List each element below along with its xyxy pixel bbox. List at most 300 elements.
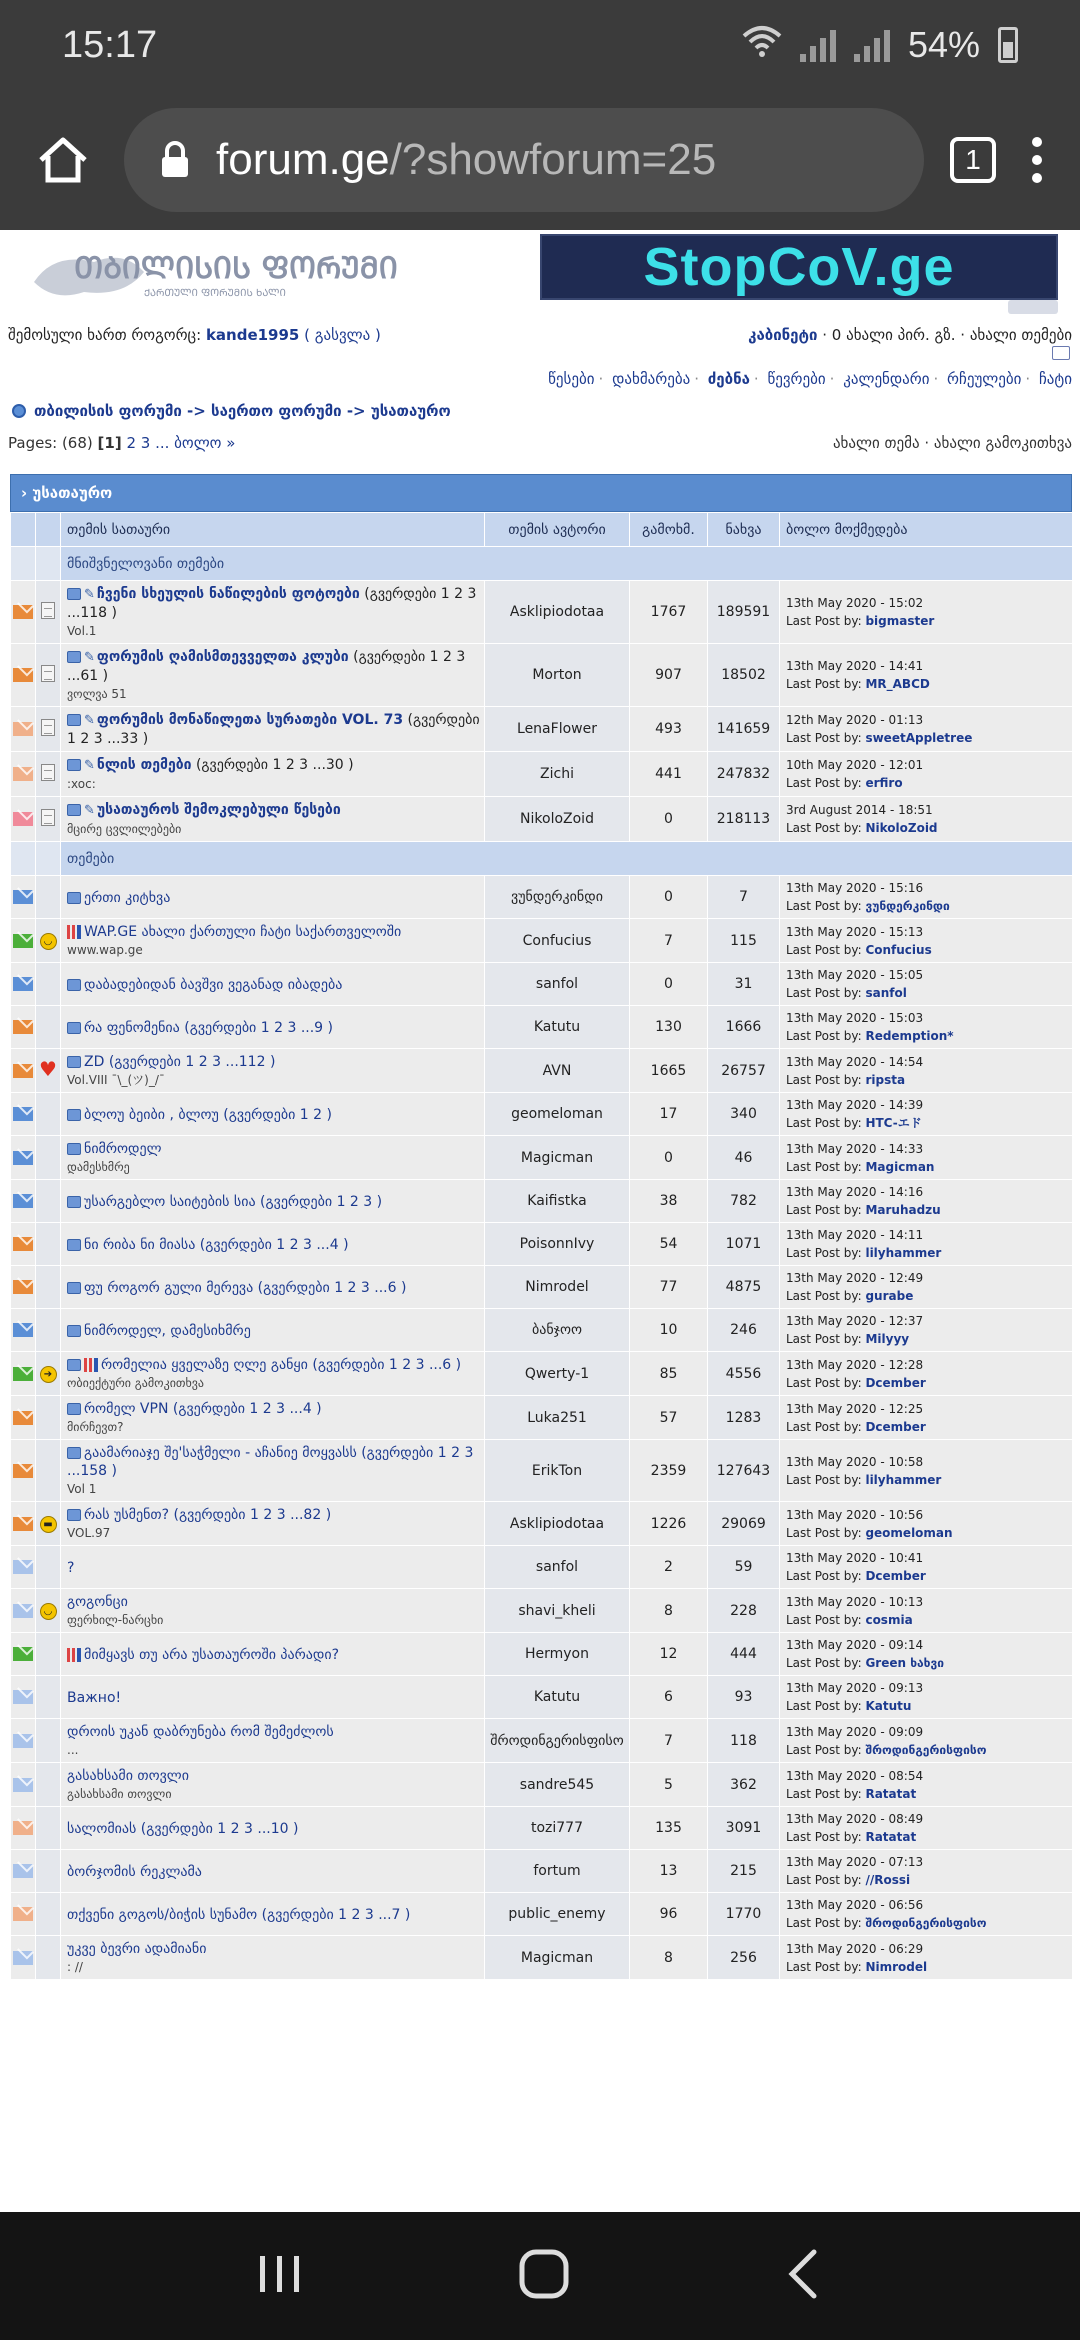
pin-icon: ✎ xyxy=(84,650,95,665)
envelope-icon xyxy=(13,812,33,826)
comment-icon[interactable] xyxy=(1052,346,1070,360)
envelope-icon xyxy=(13,1020,33,1034)
topic-author[interactable]: Katutu xyxy=(485,1676,630,1719)
topic-pages[interactable]: (გვერდები 1 2 3 ...30 ) xyxy=(195,757,354,773)
topic-views: 141659 xyxy=(708,707,780,752)
last-post-user[interactable]: lilyhammer xyxy=(865,1472,942,1487)
topic-author[interactable]: Nimrodel xyxy=(485,1266,630,1309)
topic-views: 1666 xyxy=(708,1006,780,1049)
topic-title-link[interactable]: ერთი კიტხვა xyxy=(84,889,171,906)
topic-views: 362 xyxy=(708,1763,780,1807)
topic-title-link[interactable]: გასახსამი თოვლი xyxy=(67,1768,189,1784)
last-post-user[interactable]: sanfol xyxy=(865,986,907,1000)
svg-text:ᲗᲑᲘᲚᲘᲡᲘᲡ ᲤᲝᲠᲣᲛᲘ: ᲗᲑᲘᲚᲘᲡᲘᲡ ᲤᲝᲠᲣᲛᲘ xyxy=(74,251,398,286)
last-post-label: Last Post by: xyxy=(786,1072,862,1087)
topic-title-link[interactable]: დაბადებიდან ბავშვი ვეგანად იბადება xyxy=(84,976,343,993)
table-row[interactable] xyxy=(11,752,1073,797)
topic-replies[interactable]: 7 xyxy=(630,1719,708,1763)
cabinet-link[interactable]: კაბინეტი xyxy=(748,326,818,344)
pin-icon: ✎ xyxy=(84,758,95,773)
envelope-icon xyxy=(13,1734,33,1748)
menu-icon[interactable] xyxy=(1022,137,1052,183)
topic-views: 444 xyxy=(708,1633,780,1676)
last-post-user[interactable]: HTC-エド xyxy=(865,1116,922,1130)
last-post-date[interactable]: 13th May 2020 - 08:54 xyxy=(786,1768,924,1783)
envelope-icon xyxy=(13,1107,33,1121)
last-post-user[interactable]: Dcember xyxy=(865,1419,926,1434)
last-post-date[interactable]: 13th May 2020 - 10:13 xyxy=(786,1594,924,1609)
topic-author[interactable]: public_enemy xyxy=(485,1893,630,1936)
topic-views: 59 xyxy=(708,1546,780,1589)
topic-views: 46 xyxy=(708,1136,780,1180)
table-row[interactable] xyxy=(11,707,1073,752)
table-row[interactable] xyxy=(11,1850,1073,1893)
message-icon xyxy=(67,1056,81,1068)
topic-title-link[interactable]: ბლოუ ბეიბი , ბლოუ (გვერდები 1 2 ) xyxy=(84,1106,332,1123)
table-row[interactable] xyxy=(11,876,1073,919)
table-row[interactable] xyxy=(11,1006,1073,1049)
last-post-date[interactable]: 10th May 2020 - 12:01 xyxy=(786,758,924,772)
topic-title-link[interactable]: Важно! xyxy=(67,1689,122,1706)
last-post-date[interactable]: 13th May 2020 - 14:54 xyxy=(786,1054,924,1069)
envelope-icon xyxy=(13,1194,33,1208)
topic-title-link[interactable]: ბორჯომის რეკლამა xyxy=(67,1863,202,1880)
topic-author[interactable]: sanfol xyxy=(485,1546,630,1589)
stopcov-banner-ad[interactable]: StopCoV.ge xyxy=(540,234,1058,300)
user-links-rest[interactable]: · 0 ახალი პირ. გზ. · ახალი თემები xyxy=(822,326,1072,344)
topic-title-link[interactable]: უსარგებლო საიტების სია (გვერდები 1 2 3 ) xyxy=(84,1193,383,1210)
topic-replies[interactable]: 907 xyxy=(630,644,708,707)
last-post-label: Last Post by: xyxy=(786,1116,862,1130)
last-post-user[interactable]: erfiro xyxy=(865,776,903,790)
table-row[interactable] xyxy=(11,1049,1073,1093)
last-post-date[interactable]: 13th May 2020 - 09:13 xyxy=(786,1681,924,1695)
last-post-user[interactable]: Redemption* xyxy=(865,1029,954,1043)
table-row[interactable] xyxy=(11,1546,1073,1589)
last-post-label: Last Post by: xyxy=(786,1029,862,1043)
last-post-date[interactable]: 13th May 2020 - 10:41 xyxy=(786,1551,924,1565)
table-row[interactable] xyxy=(11,963,1073,1006)
pin-icon: ✎ xyxy=(84,713,95,728)
home-button-icon[interactable] xyxy=(516,2246,572,2306)
last-post-user[interactable]: sweetAppletree xyxy=(865,731,973,745)
topic-title-link[interactable]: რომელია ყველაზე ღლე განყი (გვერდები 1 2 3 ...6 ) xyxy=(101,1357,462,1373)
topic-author[interactable]: AVN xyxy=(485,1049,630,1093)
last-post-user[interactable]: Ratatat xyxy=(865,1830,917,1844)
topic-replies[interactable]: 1226 xyxy=(630,1502,708,1546)
last-post-date[interactable]: 13th May 2020 - 15:02 xyxy=(786,596,924,610)
topic-replies[interactable]: 12 xyxy=(630,1633,708,1676)
message-icon xyxy=(67,651,81,663)
last-post-label: Last Post by: xyxy=(786,1916,862,1930)
last-post-user[interactable]: Milyyy xyxy=(865,1332,910,1346)
message-icon xyxy=(67,892,81,904)
web-page xyxy=(0,230,1080,2230)
topic-title-link[interactable]: ZD (გვერდები 1 2 3 ...112 ) xyxy=(84,1054,276,1070)
last-post-user[interactable]: Confucius xyxy=(865,942,932,957)
login-info: შემოსული ხართ როგორც: kande1995 ( გასვლა ) xyxy=(8,326,381,344)
topic-pages[interactable]: (გვერდები 1 2 3 ...61 ) xyxy=(67,649,466,684)
topic-views: 7 xyxy=(708,876,780,919)
topic-title-link[interactable]: გაამარიაჯე შე'საჭმელი - აჩანიე მოყვასს (გვერდები 1 2 3 ...158 ) xyxy=(67,1445,474,1479)
table-row[interactable] xyxy=(11,1676,1073,1719)
topic-replies[interactable]: 2 xyxy=(630,1546,708,1589)
topic-views: 4556 xyxy=(708,1352,780,1396)
last-post-user[interactable]: NikoloZoid xyxy=(865,821,938,835)
topic-author[interactable]: LenaFlower xyxy=(485,707,630,752)
last-post-date[interactable]: 13th May 2020 - 08:49 xyxy=(786,1812,924,1826)
last-post-date[interactable]: 13th May 2020 - 09:14 xyxy=(786,1638,924,1652)
topic-author[interactable]: Asklipiodotaa xyxy=(485,1502,630,1546)
last-post-user[interactable]: geomeloman xyxy=(865,1525,953,1540)
poll-icon xyxy=(67,1648,81,1662)
topic-views: 215 xyxy=(708,1850,780,1893)
topic-replies[interactable]: 10 xyxy=(630,1309,708,1352)
topic-title-link[interactable]: თქვენი გოგოს/ბიჭის სუნამო (გვერდები 1 2 3 ...7 ) xyxy=(67,1906,411,1923)
topic-author[interactable]: tozi777 xyxy=(485,1807,630,1850)
col-title: თემის სათაური xyxy=(61,513,485,547)
topic-title-link[interactable]: სალომიას (გვერდები 1 2 3 ...10 ) xyxy=(67,1820,299,1837)
address-bar[interactable] xyxy=(124,108,924,212)
last-post-user[interactable]: Green ხახვი xyxy=(865,1656,945,1670)
table-row[interactable] xyxy=(11,1589,1073,1633)
topic-title-link[interactable]: ფუ როგორ გული მერევა (გვერდები 1 2 3 ...6 ) xyxy=(84,1279,407,1296)
topic-title-link[interactable]: უსათაუროს შემოკლებული წესები xyxy=(96,802,341,818)
topic-views: 1283 xyxy=(708,1396,780,1440)
topic-subtitle: :xoc: xyxy=(67,777,96,791)
lock-icon xyxy=(160,141,190,179)
message-icon xyxy=(67,1239,81,1251)
last-post-user[interactable]: gurabe xyxy=(865,1289,914,1303)
envelope-icon xyxy=(13,1907,33,1921)
topic-author[interactable]: Magicman xyxy=(485,1936,630,1980)
last-post-user[interactable]: Maruhadzu xyxy=(865,1203,941,1217)
last-post-date[interactable]: 13th May 2020 - 06:29 xyxy=(786,1941,924,1956)
topic-replies[interactable]: 5 xyxy=(630,1763,708,1807)
table-row[interactable] xyxy=(11,1502,1073,1546)
topic-author[interactable]: Confucius xyxy=(485,919,630,963)
last-post-user[interactable]: შროდინგერისფისო xyxy=(865,1742,987,1757)
topic-title-link[interactable]: რა ფენომენია (გვერდები 1 2 3 ...9 ) xyxy=(84,1019,333,1036)
table-row[interactable] xyxy=(11,919,1073,963)
topic-author[interactable]: PoisonnIvy xyxy=(485,1223,630,1266)
last-post-user[interactable]: ripsta xyxy=(865,1072,906,1087)
last-post-date[interactable]: 13th May 2020 - 12:25 xyxy=(786,1401,924,1416)
table-row[interactable] xyxy=(11,1633,1073,1676)
topic-title-link[interactable]: გოგონცი xyxy=(67,1594,128,1610)
topic-author[interactable]: ბანჯოო xyxy=(485,1309,630,1352)
topic-replies[interactable]: 57 xyxy=(630,1396,708,1440)
topic-author[interactable]: geomeloman xyxy=(485,1093,630,1136)
envelope-icon xyxy=(13,1647,33,1661)
envelope-icon xyxy=(13,767,33,781)
topic-author[interactable]: Zichi xyxy=(485,752,630,797)
topic-author[interactable]: Magicman xyxy=(485,1136,630,1180)
last-post-label: Last Post by: xyxy=(786,1289,862,1303)
table-row[interactable] xyxy=(11,1807,1073,1850)
message-icon xyxy=(67,1196,81,1208)
topic-replies[interactable]: 54 xyxy=(630,1223,708,1266)
message-icon xyxy=(67,804,81,816)
topic-replies[interactable]: 7 xyxy=(630,919,708,963)
last-post-user[interactable]: Nimrodel xyxy=(865,1959,928,1974)
topic-author[interactable]: Qwerty-1 xyxy=(485,1352,630,1396)
envelope-icon xyxy=(13,977,33,991)
username-link[interactable]: kande1995 xyxy=(205,326,300,344)
table-row[interactable] xyxy=(11,1136,1073,1180)
topic-title-link[interactable]: რომელ VPN (გვერდები 1 2 3 ...4 ) xyxy=(84,1401,322,1417)
last-post-label: Last Post by: xyxy=(786,1332,862,1346)
topic-title-link[interactable]: რას უსმენთ? (გვერდები 1 2 3 ...82 ) xyxy=(84,1507,332,1523)
last-post-user[interactable]: lilyhammer xyxy=(865,1246,942,1260)
topic-subtitle: VOL.97 xyxy=(67,1526,111,1540)
forum-logo[interactable] xyxy=(24,242,398,308)
topic-author[interactable]: Morton xyxy=(485,644,630,707)
table-row[interactable] xyxy=(11,1719,1073,1763)
topic-views: 246 xyxy=(708,1309,780,1352)
col-last: ბოლო მოქმედება xyxy=(780,513,1073,547)
last-post-label: Last Post by: xyxy=(786,1525,862,1540)
topic-views: 31 xyxy=(708,963,780,1006)
topic-author[interactable]: Katutu xyxy=(485,1006,630,1049)
topic-replies[interactable]: 135 xyxy=(630,1807,708,1850)
last-post-label: Last Post by: xyxy=(786,1699,862,1713)
envelope-icon xyxy=(13,1864,33,1878)
home-icon[interactable] xyxy=(28,125,98,195)
logout-link[interactable]: ( გასვლა ) xyxy=(304,326,381,344)
last-post-label: Last Post by: xyxy=(786,1742,862,1757)
last-post-user[interactable]: bigmaster xyxy=(865,614,935,628)
topic-title-link[interactable]: მიმყავს თუ არა უსათაუროში პარადი? xyxy=(84,1646,340,1663)
topic-replies[interactable]: 8 xyxy=(630,1936,708,1980)
topic-pages[interactable]: (გვერდები 1 2 3 ...33 ) xyxy=(67,712,480,747)
topic-subtitle: Vol.1 xyxy=(67,624,97,638)
envelope-icon xyxy=(13,1821,33,1835)
recent-apps-icon[interactable] xyxy=(256,2252,304,2300)
topic-replies[interactable]: 96 xyxy=(630,1893,708,1936)
pinned-doc-icon xyxy=(41,602,55,619)
last-post-user[interactable]: MR_ABCD xyxy=(865,677,930,691)
table-row[interactable] xyxy=(11,1309,1073,1352)
topic-replies[interactable]: 130 xyxy=(630,1006,708,1049)
last-post-label: Last Post by: xyxy=(786,1830,862,1844)
smile-icon: ◡ xyxy=(40,933,57,950)
last-post-label: Last Post by: xyxy=(786,1656,862,1670)
signal-icon xyxy=(800,28,836,62)
last-post-date[interactable]: 13th May 2020 - 14:41 xyxy=(786,659,924,673)
menu-chat[interactable]: ჩატი xyxy=(1038,370,1072,388)
last-post-user[interactable]: შროდინგერისფისო xyxy=(865,1916,987,1930)
topic-title-link[interactable]: დროის უკან დაბრუნება რომ შემეძლოს xyxy=(67,1724,334,1740)
message-icon xyxy=(67,1447,81,1459)
last-post-user[interactable]: Ratatat xyxy=(865,1786,917,1801)
last-post-date[interactable]: 13th May 2020 - 14:33 xyxy=(786,1141,924,1156)
envelope-icon xyxy=(13,1323,33,1337)
last-post-date[interactable]: 13th May 2020 - 14:16 xyxy=(786,1185,924,1199)
topic-replies[interactable]: 0 xyxy=(630,1136,708,1180)
last-post-date[interactable]: 13th May 2020 - 15:13 xyxy=(786,924,924,939)
envelope-icon xyxy=(13,934,33,948)
pinned-doc-icon xyxy=(41,665,55,682)
last-post-user[interactable]: //Rossi xyxy=(865,1873,911,1887)
last-post-label: Last Post by: xyxy=(786,1472,862,1487)
topic-subtitle: ვოლვა 51 xyxy=(67,687,127,701)
topic-views: 189591 xyxy=(708,581,780,644)
table-row[interactable] xyxy=(11,1352,1073,1396)
table-row[interactable] xyxy=(11,1763,1073,1807)
last-post-label: Last Post by: xyxy=(786,776,862,790)
topic-replies[interactable]: 38 xyxy=(630,1180,708,1223)
smile-icon: ◡ xyxy=(40,1603,57,1620)
topic-replies[interactable]: 441 xyxy=(630,752,708,797)
menu-rules[interactable]: წესები xyxy=(548,370,595,388)
menu-calendar[interactable]: კალენდარი xyxy=(843,370,930,388)
table-row[interactable] xyxy=(11,797,1073,842)
topic-author[interactable]: შროდინგერისფისო xyxy=(485,1719,630,1763)
table-row[interactable] xyxy=(11,1180,1073,1223)
topic-replies[interactable]: 0 xyxy=(630,876,708,919)
forum-icon xyxy=(12,404,26,418)
last-post-date[interactable]: 13th May 2020 - 07:13 xyxy=(786,1855,924,1869)
topic-views: 127643 xyxy=(708,1440,780,1502)
topic-author[interactable]: ვუნდერკინდი xyxy=(485,876,630,919)
wifi-icon xyxy=(742,24,782,67)
topic-replies[interactable]: 77 xyxy=(630,1266,708,1309)
message-icon xyxy=(67,1509,81,1521)
last-post-date[interactable]: 13th May 2020 - 12:37 xyxy=(786,1314,924,1328)
tab-switcher-button[interactable]: 1 xyxy=(950,137,996,183)
last-post-date[interactable]: 13th May 2020 - 10:56 xyxy=(786,1507,924,1522)
topic-title-link[interactable]: ნი რიბა ნი მიასა (გვერდები 1 2 3 ...4 ) xyxy=(84,1236,349,1253)
last-post-date[interactable]: 13th May 2020 - 12:28 xyxy=(786,1357,924,1372)
table-row[interactable] xyxy=(11,1266,1073,1309)
topic-author[interactable]: Kaifistka xyxy=(485,1180,630,1223)
url-path: /?showforum=25 xyxy=(389,135,717,184)
last-post-date[interactable]: 13th May 2020 - 06:56 xyxy=(786,1898,924,1912)
topic-table xyxy=(10,474,1072,1980)
topic-author[interactable]: Asklipiodotaa xyxy=(485,581,630,644)
topic-replies[interactable]: 1767 xyxy=(630,581,708,644)
table-row[interactable] xyxy=(11,581,1073,644)
topic-author[interactable]: sandre545 xyxy=(485,1763,630,1807)
envelope-icon xyxy=(13,1951,33,1965)
topic-replies[interactable]: 493 xyxy=(630,707,708,752)
table-row[interactable] xyxy=(11,1093,1073,1136)
menu-members[interactable]: წევრები xyxy=(767,370,826,388)
topic-author[interactable]: Hermyon xyxy=(485,1633,630,1676)
last-post-date[interactable]: 13th May 2020 - 14:39 xyxy=(786,1098,924,1112)
topic-replies[interactable]: 8 xyxy=(630,1589,708,1633)
topic-replies[interactable]: 0 xyxy=(630,797,708,842)
topic-pages[interactable]: (გვერდები 1 2 3 ...118 ) xyxy=(67,586,477,621)
new-topic-links[interactable]: ახალი თემა · ახალი გამოკითხვა xyxy=(832,434,1072,452)
topic-replies[interactable]: 1665 xyxy=(630,1049,708,1093)
last-post-date[interactable]: 13th May 2020 - 12:49 xyxy=(786,1271,924,1285)
topic-author[interactable]: shavi_kheli xyxy=(485,1589,630,1633)
envelope-icon xyxy=(13,890,33,904)
table-row[interactable] xyxy=(11,1440,1073,1502)
topic-replies[interactable]: 17 xyxy=(630,1093,708,1136)
topic-title-link[interactable]: ფორუმის მონაწილეთა სურათები VOL. 73 xyxy=(96,712,404,728)
battery-level: 54% xyxy=(907,24,980,65)
menu-help[interactable]: დახმარება xyxy=(612,370,691,388)
envelope-icon xyxy=(13,1517,33,1531)
last-post-user[interactable]: Dcember xyxy=(865,1569,926,1583)
table-row[interactable] xyxy=(11,1396,1073,1440)
topic-author[interactable]: ErikTon xyxy=(485,1440,630,1502)
back-icon[interactable] xyxy=(784,2248,824,2304)
last-post-date[interactable]: 13th May 2020 - 14:11 xyxy=(786,1228,924,1242)
topic-author[interactable]: NikoloZoid xyxy=(485,797,630,842)
topic-replies[interactable]: 0 xyxy=(630,963,708,1006)
last-post-date[interactable]: 13th May 2020 - 15:05 xyxy=(786,968,924,982)
envelope-icon xyxy=(13,1690,33,1704)
last-post-label: Last Post by: xyxy=(786,1203,862,1217)
topic-title-link[interactable]: ნიმროდელ xyxy=(84,1141,162,1157)
last-post-date[interactable]: 13th May 2020 - 10:58 xyxy=(786,1454,924,1469)
android-nav-bar xyxy=(0,2212,1080,2340)
browser-toolbar xyxy=(0,90,1080,230)
topic-title-link[interactable]: ფორუმის ღამისმთევველთა კლუბი xyxy=(96,649,349,665)
last-post-user[interactable]: Magicman xyxy=(865,1159,935,1174)
topic-title-link[interactable]: უკვე ბევრი ადამიანი xyxy=(67,1941,207,1957)
last-post-date[interactable]: 13th May 2020 - 15:16 xyxy=(786,881,924,895)
last-post-date[interactable]: 12th May 2020 - 01:13 xyxy=(786,713,924,727)
topic-title-link[interactable]: WAP.GE ახალი ქართული ჩატი საქართველოში xyxy=(84,924,402,940)
last-post-date[interactable]: 13th May 2020 - 15:03 xyxy=(786,1011,924,1025)
topic-replies[interactable]: 85 xyxy=(630,1352,708,1396)
last-post-label: Last Post by: xyxy=(786,1569,862,1583)
pagination-links[interactable]: 2 3 ... ბოლო » xyxy=(126,434,236,452)
topic-author[interactable]: fortum xyxy=(485,1850,630,1893)
last-post-user[interactable]: cosmia xyxy=(865,1612,913,1627)
table-row[interactable] xyxy=(11,1936,1073,1980)
table-row[interactable] xyxy=(11,644,1073,707)
topic-views: 782 xyxy=(708,1180,780,1223)
topic-replies[interactable]: 2359 xyxy=(630,1440,708,1502)
topic-replies[interactable]: 13 xyxy=(630,1850,708,1893)
topic-author[interactable]: sanfol xyxy=(485,963,630,1006)
category-header[interactable]: › უსათაურო xyxy=(10,474,1072,512)
last-post-user[interactable]: Dcember xyxy=(865,1375,926,1390)
last-post-user[interactable]: Katutu xyxy=(865,1699,912,1713)
last-post-label: Last Post by: xyxy=(786,942,862,957)
table-row[interactable] xyxy=(11,1223,1073,1266)
last-post-user[interactable]: ვუნდერკინდი xyxy=(865,899,950,913)
topic-title-link[interactable]: ? xyxy=(67,1559,75,1576)
last-post-date[interactable]: 3rd August 2014 - 18:51 xyxy=(786,803,933,817)
last-post-label: Last Post by: xyxy=(786,1786,862,1801)
envelope-icon xyxy=(13,1237,33,1251)
topic-title-link[interactable]: ჩვენი სხეულის ნაწილების ფოტოები xyxy=(96,586,360,602)
menu-favorites[interactable]: რჩეულები xyxy=(947,370,1022,388)
pin-icon: ✎ xyxy=(84,587,95,602)
envelope-icon xyxy=(13,1367,33,1381)
topic-subtitle: ფერხილ-ნარცხი xyxy=(67,1613,164,1627)
topic-title-link[interactable]: ნიმროდელ, დამესიხმრე xyxy=(84,1322,251,1339)
pin-icon: ✎ xyxy=(84,803,95,818)
last-post-date[interactable]: 13th May 2020 - 09:09 xyxy=(786,1724,924,1739)
topic-replies[interactable]: 6 xyxy=(630,1676,708,1719)
message-icon xyxy=(67,1282,81,1294)
topic-views: 26757 xyxy=(708,1049,780,1093)
menu-search[interactable]: ძებნა xyxy=(707,370,750,388)
message-icon xyxy=(67,714,81,726)
topic-title-link[interactable]: ნლის თემები xyxy=(96,757,192,773)
table-row[interactable] xyxy=(11,1893,1073,1936)
topic-author[interactable]: Luka251 xyxy=(485,1396,630,1440)
topic-views: 18502 xyxy=(708,644,780,707)
